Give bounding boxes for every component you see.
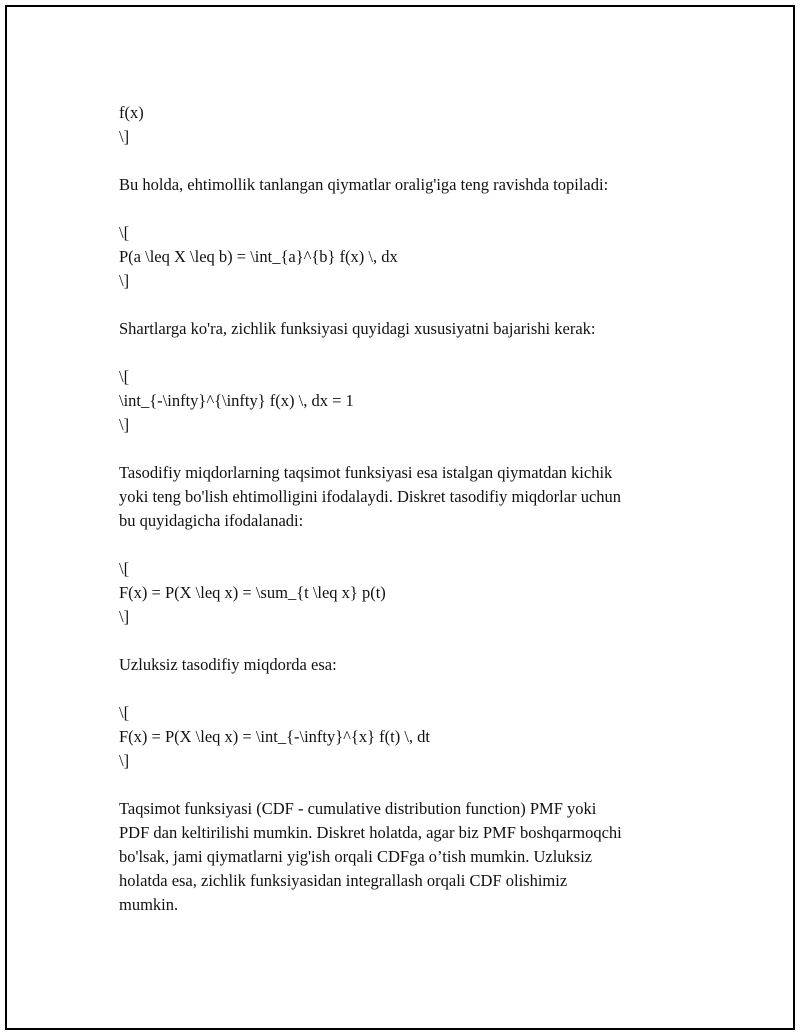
formula-delimiter: \[ — [119, 703, 130, 722]
formula-line: F(x) = P(X \leq x) = \int_{-\infty}^{x} f(t) \, dt — [119, 727, 431, 746]
paragraph-line: bo'lsak, jami qiymatlarni yig'ish orqali CDFga o’tish mumkin. Uzluksiz — [119, 847, 593, 866]
paragraph-line: PDF dan keltirilishi mumkin. Diskret holatda, agar biz PMF boshqarmoqchi — [119, 823, 622, 842]
formula-delimiter: \[ — [119, 559, 130, 578]
formula-delimiter: \] — [119, 751, 130, 770]
paragraph-line: Shartlarga ko'ra, zichlik funksiyasi quyidagi xususiyatni bajarishi kerak: — [119, 319, 596, 338]
formula-line: F(x) = P(X \leq x) = \sum_{t \leq x} p(t) — [119, 583, 386, 602]
formula-line: f(x) — [119, 103, 144, 122]
blank-line — [119, 629, 689, 653]
formula-delimiter: \] — [119, 607, 130, 626]
blank-line — [119, 437, 689, 461]
formula-delimiter: \] — [119, 127, 130, 146]
document-body — [119, 101, 689, 917]
formula-delimiter: \] — [119, 271, 130, 290]
formula-delimiter: \] — [119, 415, 130, 434]
paragraph-line: mumkin. — [119, 895, 179, 914]
blank-line — [119, 293, 689, 317]
paragraph-line: Taqsimot funksiyasi (CDF - cumulative distribution function) PMF yoki — [119, 799, 597, 818]
paragraph-line: Tasodifiy miqdorlarning taqsimot funksiyasi esa istalgan qiymatdan kichik — [119, 463, 613, 482]
page-frame — [5, 5, 795, 1030]
paragraph-line: Uzluksiz tasodifiy miqdorda esa: — [119, 655, 337, 674]
formula-delimiter: \[ — [119, 367, 130, 386]
paragraph — [119, 797, 689, 917]
blank-line — [119, 677, 689, 701]
paragraph-line: yoki teng bo'lish ehtimolligini ifodalaydi. Diskret tasodifiy miqdorlar uchun — [119, 487, 622, 506]
paragraph-line: holatda esa, zichlik funksiyasidan integrallash orqali CDF olishimiz — [119, 871, 568, 890]
blank-line — [119, 197, 689, 221]
paragraph-line: Bu holda, ehtimollik tanlangan qiymatlar oralig'iga teng ravishda topiladi: — [119, 175, 609, 194]
blank-line — [119, 341, 689, 365]
blank-line — [119, 149, 689, 173]
formula-delimiter: \[ — [119, 223, 130, 242]
formula-line: \int_{-\infty}^{\infty} f(x) \, dx = 1 — [119, 391, 354, 410]
blank-line — [119, 533, 689, 557]
paragraph — [119, 461, 689, 533]
paragraph-line: bu quyidagicha ifodalanadi: — [119, 511, 304, 530]
formula-line: P(a \leq X \leq b) = \int_{a}^{b} f(x) \, dx — [119, 247, 398, 266]
blank-line — [119, 773, 689, 797]
